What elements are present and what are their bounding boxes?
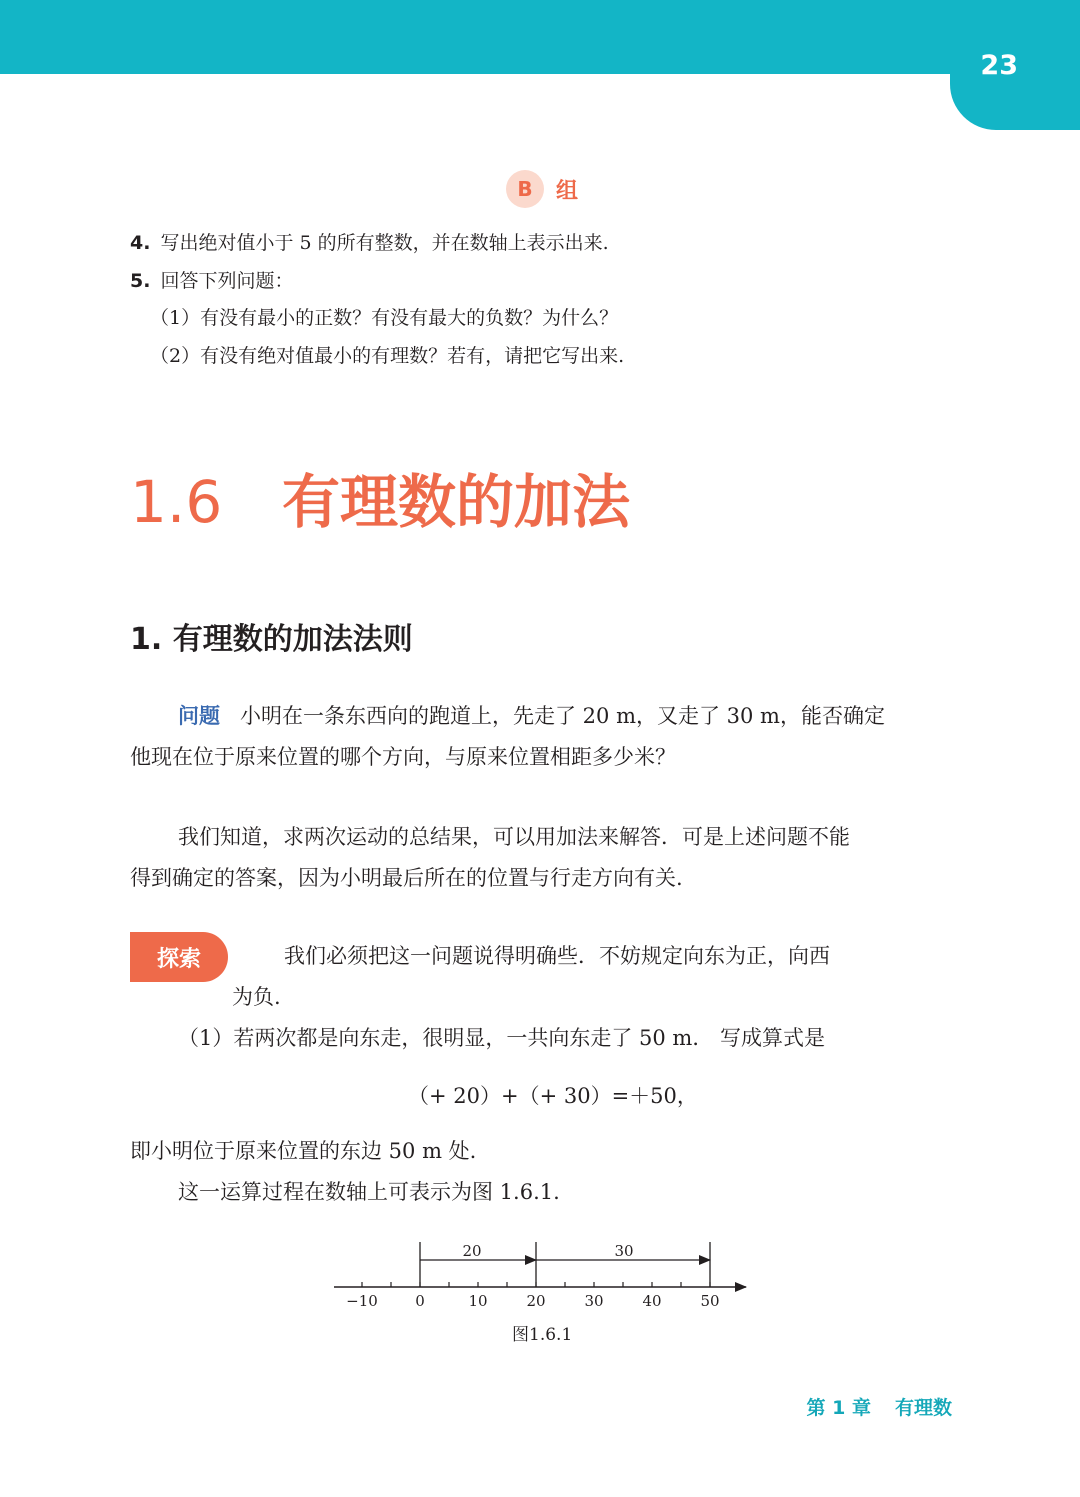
- tick-label: −10: [346, 1292, 378, 1310]
- case-1-text: （1）若两次都是向东走，很明显，一共向东走了 50 m． 写成算式是: [178, 1026, 826, 1050]
- paragraph-line: 我们知道，求两次运动的总结果，可以用加法来解答．可是上述问题不能: [178, 825, 850, 849]
- chapter-title: 有理数: [894, 1397, 952, 1419]
- paragraph-line: 得到确定的答案，因为小明最后所在的位置与行走方向有关.: [130, 866, 683, 890]
- exercise-number: 5.: [130, 270, 151, 292]
- number-line-figure: [330, 1236, 760, 1316]
- group-heading: [506, 170, 578, 208]
- explore-badge: 探索: [130, 932, 228, 982]
- tick-label: 20: [526, 1292, 546, 1310]
- chapter-footer: [807, 1393, 952, 1420]
- exercise-text: （1）有没有最小的正数？有没有最大的负数？为什么？: [150, 307, 619, 329]
- arrow-2-label: 30: [614, 1242, 634, 1260]
- tick-label: 50: [700, 1292, 720, 1310]
- subsection-title: 1. 有理数的加法法则: [130, 622, 413, 657]
- section-number: 1.6: [130, 468, 223, 536]
- explore-line-1: 我们必须把这一问题说得明确些．不妨规定向东为正，向西: [284, 944, 830, 968]
- section-title: [130, 455, 630, 539]
- tick-label: 10: [468, 1292, 488, 1310]
- exercise-text: 写出绝对值小于 5 的所有整数，并在数轴上表示出来.: [160, 232, 609, 254]
- arrow-1-label: 20: [462, 1242, 482, 1260]
- tick-label: 0: [415, 1292, 425, 1310]
- explore-line-2: 为负.: [232, 985, 281, 1009]
- figure-caption: 图1.6.1: [512, 1325, 573, 1345]
- header-bar: [0, 0, 1080, 74]
- group-letter-badge: B: [506, 170, 544, 208]
- conclusion-line: 即小明位于原来位置的东边 50 m 处.: [130, 1139, 477, 1163]
- exercise-5-part-1: [150, 306, 618, 330]
- exercise-text: 回答下列问题：: [160, 270, 294, 292]
- tick-label: 30: [584, 1292, 604, 1310]
- chapter-number: 第 1 章: [806, 1397, 871, 1419]
- problem-line-1: [178, 696, 885, 737]
- tick-label: 40: [642, 1292, 662, 1310]
- problem-label: 问题: [178, 704, 220, 728]
- problem-line-2: 他现在位于原来位置的哪个方向，与原来位置相距多少米？: [130, 745, 676, 769]
- page-number: 23: [980, 50, 1018, 81]
- group-label: 组: [556, 178, 579, 204]
- exercise-number: 4.: [130, 232, 151, 254]
- exercise-4: [130, 231, 609, 255]
- problem-text: 小明在一条东西向的跑道上，先走了 20 m，又走了 30 m，能否确定: [240, 704, 885, 728]
- exercise-5-part-2: [150, 344, 624, 368]
- figure-reference-line: 这一运算过程在数轴上可表示为图 1.6.1.: [178, 1180, 560, 1204]
- exercise-5: [130, 269, 293, 293]
- formula: （+ 20）+（+ 30）=＋50，: [408, 1084, 698, 1108]
- exercise-text: （2）有没有绝对值最小的有理数？若有，请把它写出来.: [150, 345, 625, 367]
- section-name: 有理数的加法: [282, 468, 631, 536]
